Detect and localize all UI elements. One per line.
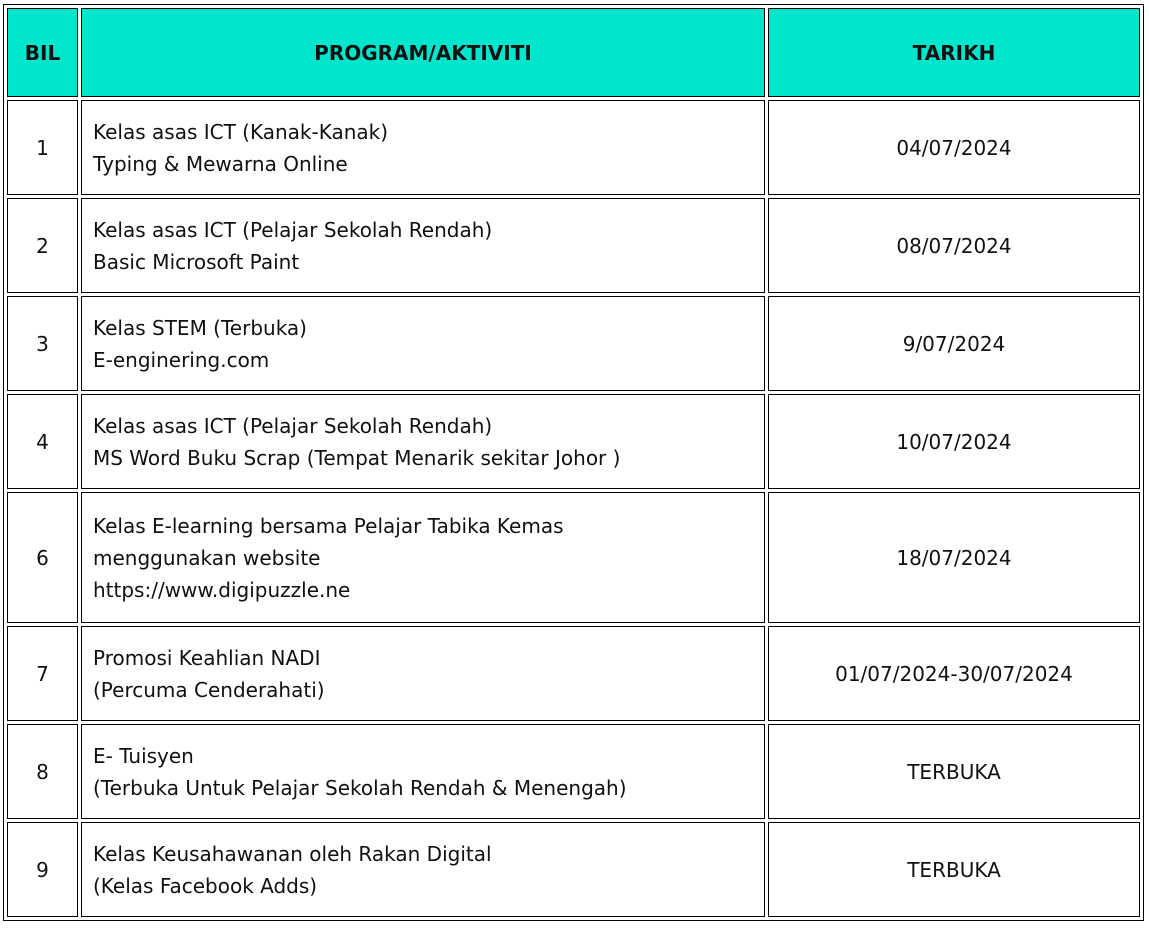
program-line: Kelas STEM (Terbuka) — [93, 315, 307, 340]
row-program — [81, 626, 765, 721]
program-line: E- Tuisyen — [93, 743, 194, 768]
program-line: Promosi Keahlian NADI — [93, 645, 321, 670]
row-tarikh: 9/07/2024 — [768, 296, 1140, 391]
program-line: E-enginering.com — [93, 347, 270, 372]
program-line: (Kelas Facebook Adds) — [93, 873, 318, 898]
row-bil: 3 — [7, 296, 78, 391]
table-row — [7, 296, 1140, 391]
table-row — [7, 100, 1140, 195]
row-tarikh: 08/07/2024 — [768, 198, 1140, 293]
table-row — [7, 492, 1140, 623]
row-bil: 8 — [7, 724, 78, 819]
program-line: Kelas E-learning bersama Pelajar Tabika Kemas — [93, 513, 564, 538]
table-header-row — [7, 8, 1140, 97]
row-bil: 2 — [7, 198, 78, 293]
program-line: (Terbuka Untuk Pelajar Sekolah Rendah & Menengah) — [93, 775, 627, 800]
row-program — [81, 198, 765, 293]
row-tarikh: 04/07/2024 — [768, 100, 1140, 195]
row-program — [81, 822, 765, 917]
table-body — [7, 100, 1140, 917]
header-tarikh: TARIKH — [768, 8, 1140, 97]
program-line: https://www.digipuzzle.ne — [93, 577, 351, 602]
row-bil: 9 — [7, 822, 78, 917]
table-row — [7, 724, 1140, 819]
program-line: menggunakan website — [93, 545, 321, 570]
program-schedule-table — [3, 4, 1144, 921]
program-line: Typing & Mewarna Online — [93, 151, 348, 176]
row-program — [81, 724, 765, 819]
row-bil: 1 — [7, 100, 78, 195]
table-row — [7, 626, 1140, 721]
program-line: (Percuma Cenderahati) — [93, 677, 325, 702]
row-program — [81, 100, 765, 195]
row-bil: 4 — [7, 394, 78, 489]
row-program — [81, 492, 765, 623]
row-tarikh: TERBUKA — [768, 724, 1140, 819]
program-line: Kelas Keusahawanan oleh Rakan Digital — [93, 841, 492, 866]
row-program — [81, 394, 765, 489]
table-row — [7, 198, 1140, 293]
program-line: Kelas asas ICT (Pelajar Sekolah Rendah) — [93, 413, 493, 438]
row-program — [81, 296, 765, 391]
header-bil: BIL — [7, 8, 78, 97]
program-line: Kelas asas ICT (Kanak-Kanak) — [93, 119, 389, 144]
row-tarikh: TERBUKA — [768, 822, 1140, 917]
row-bil: 7 — [7, 626, 78, 721]
row-tarikh: 10/07/2024 — [768, 394, 1140, 489]
row-tarikh: 01/07/2024-30/07/2024 — [768, 626, 1140, 721]
row-tarikh: 18/07/2024 — [768, 492, 1140, 623]
row-bil: 6 — [7, 492, 78, 623]
header-program: PROGRAM/AKTIVITI — [81, 8, 765, 97]
program-line: Kelas asas ICT (Pelajar Sekolah Rendah) — [93, 217, 493, 242]
program-line: MS Word Buku Scrap (Tempat Menarik sekitar Johor ) — [93, 445, 621, 470]
program-line: Basic Microsoft Paint — [93, 249, 300, 274]
table-row — [7, 394, 1140, 489]
table-row — [7, 822, 1140, 917]
